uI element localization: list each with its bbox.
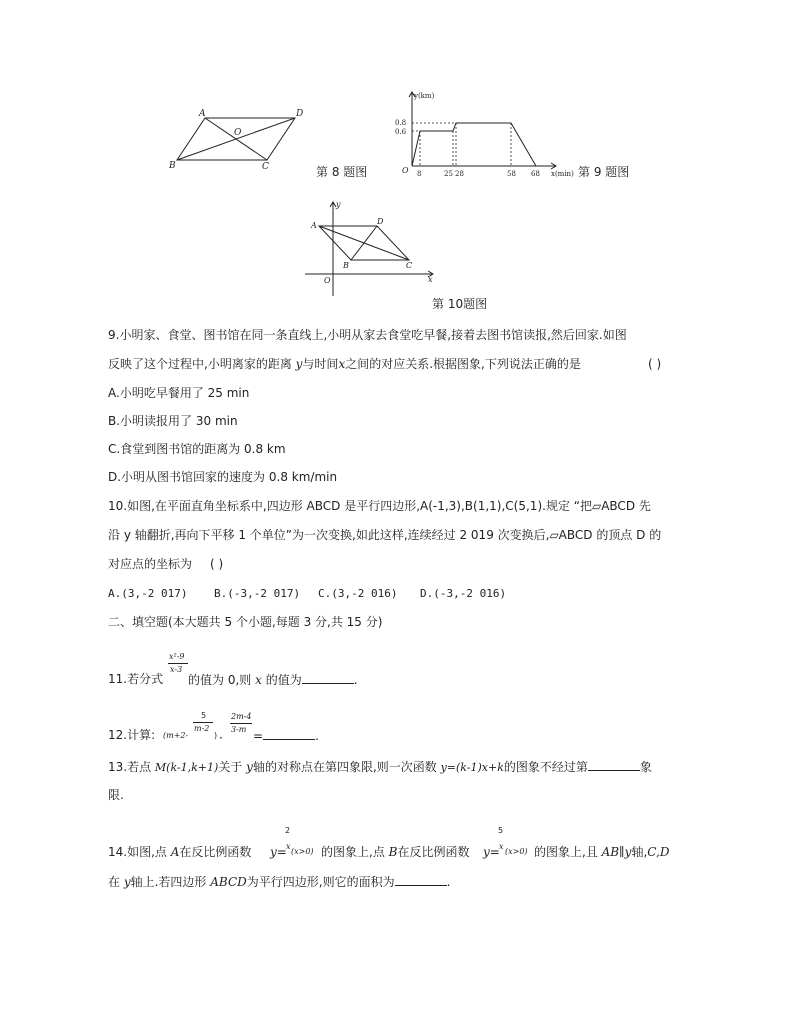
- y-axis-label: y(km): [414, 92, 435, 100]
- label-b: B: [343, 261, 349, 270]
- label-d: D: [296, 109, 304, 119]
- q12-paren-open: (m+2-: [163, 731, 189, 740]
- q10-option-d: D.(-3,-2 016): [420, 587, 507, 600]
- q12-prefix: 12.计算:: [108, 728, 156, 742]
- q12-f2-den: 3-m: [231, 725, 247, 734]
- q13-line1: 13.若点 M(k-1,k+1)关于 y轴的对称点在第四象限,则一次函数 y=(k-1)x+k的图象不经过第 象: [108, 760, 652, 774]
- label-y: y: [336, 200, 341, 209]
- q11-rest: 的值为 0,则 x 的值为 .: [188, 673, 358, 687]
- q12-tail: = .: [253, 729, 319, 743]
- q14-line1-c: 的图象上,且 AB∥y轴,C,D: [534, 845, 670, 859]
- q9-answer-paren: ( ): [648, 357, 662, 371]
- label-o: O: [234, 128, 242, 138]
- q9-stem-line2: 反映了这个过程中,小明离家的距离 y与时间x之间的对应关系.根据图象,下列说法正确的是: [108, 357, 581, 371]
- q10-stem-line3: 对应点的坐标为 ( ): [108, 557, 224, 571]
- label-b: B: [169, 161, 176, 171]
- x-tick-8: 8: [417, 170, 422, 178]
- q10-option-b: B.(-3,-2 017): [214, 587, 301, 600]
- x-tick-28: 28: [455, 170, 464, 178]
- q13-answer-blank[interactable]: [588, 759, 640, 771]
- label-o: O: [324, 276, 331, 285]
- q14-f1-cond: (x>0): [291, 847, 314, 856]
- figure-10: [305, 198, 450, 298]
- graph-line: [412, 123, 536, 166]
- label-d: D: [377, 217, 384, 226]
- q14-f2-num: 5: [498, 826, 504, 835]
- q11-frac-num: x²-9: [169, 652, 185, 661]
- q14-line1-a: 14.如图,点 A在反比例函数: [108, 845, 252, 859]
- fig9-caption: 第 9 题图: [578, 165, 630, 179]
- q14-answer-blank[interactable]: [395, 874, 447, 886]
- q9-option-a: A.小明吃早餐用了 25 min: [108, 386, 250, 400]
- q14-f1-y: y=: [270, 845, 287, 859]
- label-c: C: [262, 162, 269, 172]
- q12-f2-num: 2m-4: [231, 712, 252, 721]
- x-tick-58: 58: [507, 170, 516, 178]
- q11-prefix: 11.若分式: [108, 672, 164, 686]
- x-tick-68: 68: [531, 170, 540, 178]
- y-tick-0-8: 0.8: [395, 119, 407, 127]
- q10-stem-line1: 10.如图,在平面直角坐标系中,四边形 ABCD 是平行四边形,A(-1,3),B(1,1),C(5,1).规定 “把▱ABCD 先: [108, 499, 651, 513]
- q14-f2-cond: (x>0): [505, 847, 528, 856]
- q12-f2-bar: [230, 723, 252, 724]
- q9-stem-line1: 9.小明家、食堂、图书馆在同一条直线上,小明从家去食堂吃早餐,接着去图书馆读报,然后回家.如图: [108, 328, 627, 342]
- fig10-caption: 第 10题图: [432, 297, 488, 311]
- label-c: C: [406, 261, 413, 270]
- q12-dot: ·: [219, 731, 223, 745]
- q12-paren-close: ): [214, 731, 218, 740]
- q14-f1-num: 2: [285, 826, 291, 835]
- label-a: A: [199, 109, 206, 119]
- q14-f1-x: x: [286, 842, 291, 851]
- q10-option-a: A.(3,-2 017): [108, 587, 188, 600]
- diagonal-bd: [177, 118, 295, 160]
- figure-8: [165, 100, 310, 175]
- q9-option-b: B.小明读报用了 30 min: [108, 414, 238, 428]
- q9-option-c: C.食堂到图书馆的距离为 0.8 km: [108, 442, 286, 456]
- q14-line2: 在 y轴上.若四边形 ABCD为平行四边形,则它的面积为 .: [108, 875, 451, 889]
- q10-option-c: C.(3,-2 016): [318, 587, 398, 600]
- figure-9: [393, 88, 593, 180]
- q14-f2-y: y=: [483, 845, 500, 859]
- x-axis-label: x(min): [551, 170, 574, 178]
- q14-line1-b: 的图象上,点 B在反比例函数: [321, 845, 470, 859]
- origin-label: O: [402, 166, 409, 175]
- q11-frac-bar: [168, 663, 188, 664]
- section-2-heading: 二、填空题(本大题共 5 个小题,每题 3 分,共 15 分): [108, 615, 383, 629]
- q10-stem-line2: 沿 y 轴翻折,再向下平移 1 个单位”为一次变换,如此这样,连续经过 2 019 次变换后,▱ABCD 的顶点 D 的: [108, 528, 662, 542]
- q11-answer-blank[interactable]: [302, 672, 354, 684]
- q12-answer-blank[interactable]: [263, 728, 315, 740]
- q12-f1-bar: [193, 722, 213, 723]
- q11-frac-den: x-3: [170, 665, 183, 674]
- q9-option-d: D.小明从图书馆回家的速度为 0.8 km/min: [108, 470, 338, 484]
- q14-f2-x: x: [499, 842, 504, 851]
- q12-f1-num: 5: [201, 711, 207, 720]
- label-x: x: [428, 275, 433, 284]
- q12-f1-den: m-2: [194, 724, 210, 733]
- q13-line2: 限.: [108, 788, 124, 802]
- y-tick-0-6: 0.6: [395, 128, 407, 136]
- label-a: A: [311, 221, 317, 230]
- fig8-caption: 第 8 题图: [316, 165, 368, 179]
- x-tick-25: 25: [444, 170, 453, 178]
